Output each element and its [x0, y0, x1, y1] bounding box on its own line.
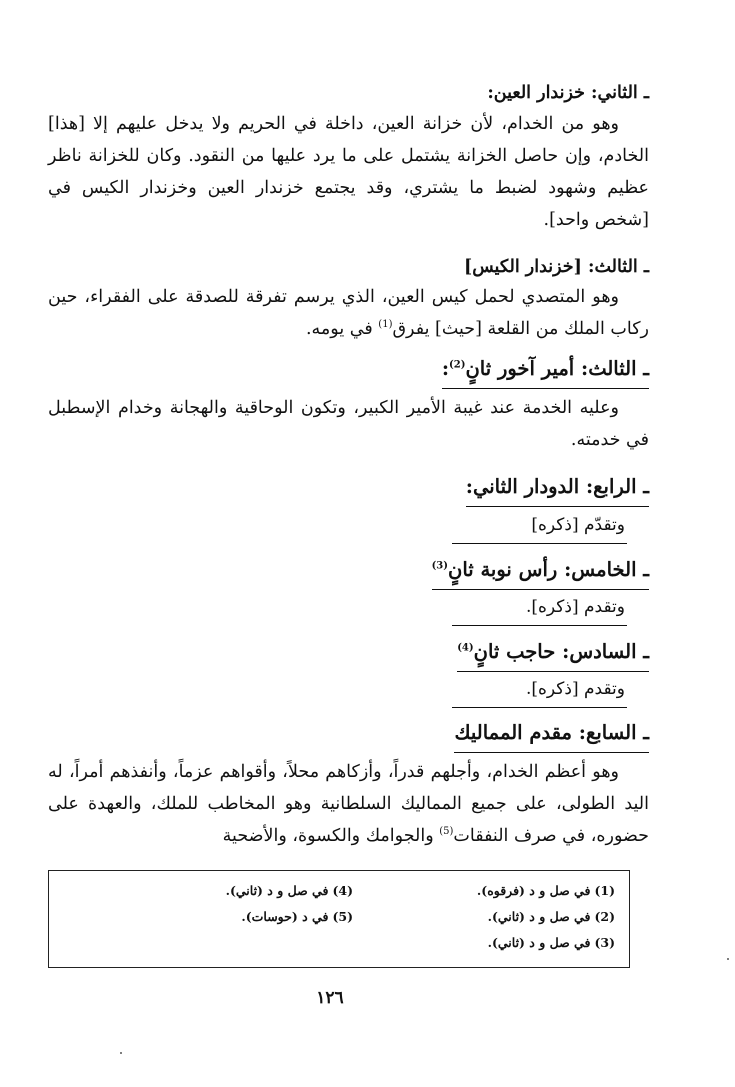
rule-fourth: [452, 543, 627, 544]
footnote-item: (2)في صل و د (ثاني).: [487, 909, 615, 924]
footnote-ref-5: (5): [439, 826, 454, 838]
footnote-ref-2: (2): [449, 359, 466, 371]
section-heading-sixth: ـ السادس: حاجب ثانٍ$^{(4)}$: [48, 635, 649, 672]
section-heading-fifth: ـ الخامس: رأس نوبة ثانٍ$^{(3)}$: [48, 553, 649, 590]
section-heading-third-a: ـ الثالث: [خزندار الكيس]: [463, 257, 649, 277]
footnotes-box: [48, 870, 630, 968]
footnote-ref-4: (4): [457, 642, 474, 654]
footnote-item: (5)في د (حوسات).: [241, 909, 353, 924]
subtext-fifth: وتقدم [ذكره].: [525, 597, 625, 617]
section-heading-fourth: ـ الرابع: الدودار الثاني:: [48, 470, 649, 507]
subtext-sixth: وتقدم [ذكره].: [525, 679, 625, 699]
footnote-item: (3)في صل و د (ثاني).: [487, 935, 615, 950]
section-heading-seventh: ـ السابع: مقدم المماليك: [48, 716, 649, 753]
scan-speck: [727, 958, 729, 960]
section-heading-second: ـ الثاني: خزندار العين:: [487, 83, 649, 103]
paragraph-third-b: وعليه الخدمة عند غيبة الأمير الكبير، وتكون الوحاقية والهجانة وخدام الإسطبل في خدمته.: [48, 398, 649, 450]
page-number: ١٢٦: [316, 988, 344, 1008]
footnote-ref-1: (1): [378, 319, 393, 331]
footnote-item: (4)في صل و د (ثاني).: [225, 883, 353, 898]
paragraph-third-a: وهو المتصدي لحمل كيس العين، الذي يرسم تفرقة للصدقة على الفقراء، حين ركاب الملك من القلعة [حيث] يفرق$^{(1)}$ في يومه.: [48, 287, 649, 339]
paragraph-seventh: وهو أعظم الخدام، وأجلهم قدراً، وأزكاهم محلاً، وأقواهم عزماً، وأنفذهم أمراً، له اليد الطولى، على جميع المماليك السلطانية وهو المخاطب للملك، والعهدة على حضوره، في صرف النفقات$^{(5)}$ والجوامك والكسوة، والأضحية: [48, 762, 649, 846]
section-heading-third-b: ـ الثالث: أمير آخور ثانٍ$^{(2)}$:: [48, 352, 649, 389]
footnote-item: (1)في صل و د (فرقوه).: [476, 883, 615, 898]
paragraph-second: وهو من الخدام، لأن خزانة العين، داخلة في الحريم ولا يدخل عليهم إلا [هذا] الخادم، وإن حاصل الخزانة يشتمل على ما يرد عليها من النقود. وكان للخزانة ناظر عظيم وشهود لضبط ما يشتري، وقد يجتمع خزندار العين وخزندار الكيس في [شخص واحد].: [48, 114, 649, 230]
rule-sixth: [452, 707, 627, 708]
footnote-ref-3: (3): [431, 560, 448, 572]
subtext-fourth: وتقدّم [ذكره]: [531, 515, 625, 535]
rule-fifth: [452, 625, 627, 626]
scan-speck: [120, 1052, 122, 1054]
